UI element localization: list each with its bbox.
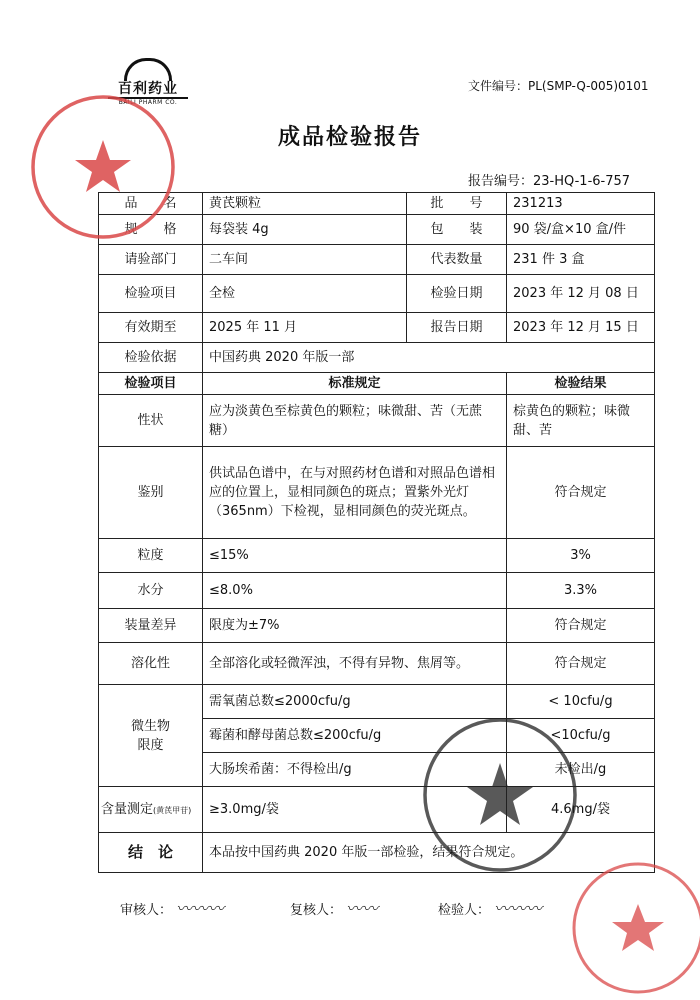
content-standard: ≥3.0mg/袋: [203, 787, 507, 833]
rechecker-signature: [290, 896, 378, 919]
inspection-table: [98, 192, 655, 873]
header-standard: 标准规定: [203, 373, 507, 395]
info-label: 有效期至: [99, 313, 203, 343]
reviewer-signature: [120, 896, 224, 919]
rechecker-label: 复核人：: [290, 903, 343, 918]
test-item: 溶化性: [99, 643, 203, 685]
report-number: 报告编号：23-HQ-1-6-757: [468, 174, 631, 189]
info-value: 每袋装 4g: [203, 215, 407, 245]
info-label: 检验日期: [407, 275, 507, 313]
info-label: 报告日期: [407, 313, 507, 343]
company-logo: [108, 58, 188, 106]
conclusion-label: 结 论: [99, 833, 203, 873]
test-result: 3%: [507, 539, 655, 573]
micro-result: <10cfu/g: [507, 719, 655, 753]
info-value: 90 袋/盒×10 盒/件: [507, 215, 655, 245]
info-label: 批 号: [407, 193, 507, 215]
test-row: [99, 609, 655, 643]
document-number: 文件编号：PL(SMP-Q-005)0101: [468, 79, 649, 93]
micro-result: 未检出/g: [507, 753, 655, 787]
test-standard: ≤15%: [203, 539, 507, 573]
reviewer-handwriting-icon: 〰〰〰: [176, 899, 225, 918]
info-value: 黄芪颗粒: [203, 193, 407, 215]
logo-arch-icon: [124, 58, 172, 81]
micro-standard: 大肠埃希菌：不得检出/g: [203, 753, 507, 787]
logo-name: 百利药业: [108, 81, 188, 99]
test-item: 性状: [99, 395, 203, 447]
micro-row: [99, 685, 655, 719]
inspector-label: 检验人：: [438, 903, 491, 918]
test-row: [99, 539, 655, 573]
basis-row: [99, 343, 655, 373]
basis-value: 中国药典 2020 年版一部: [203, 343, 655, 373]
info-row: [99, 193, 655, 215]
test-standard: 供试品色谱中，在与对照药材色谱和对照品色谱相应的位置上，显相同颜色的斑点；置紫外光灯（365nm）下检视，显相同颜色的荧光斑点。: [203, 447, 507, 539]
report-title: 成品检验报告: [277, 125, 422, 150]
content-item: 含量测定: [101, 801, 154, 817]
micro-standard: 霉菌和酵母菌总数≤200cfu/g: [203, 719, 507, 753]
header-result: 检验结果: [507, 373, 655, 395]
micro-result: < 10cfu/g: [507, 685, 655, 719]
info-row: [99, 275, 655, 313]
test-item: 粒度: [99, 539, 203, 573]
logo-subtitle: BAILI PHARM CO.: [118, 99, 178, 106]
micro-standard: 需氧菌总数≤2000cfu/g: [203, 685, 507, 719]
conclusion-row: [99, 833, 655, 873]
content-row: [99, 787, 655, 833]
info-value: 2023 年 12 月 15 日: [507, 313, 655, 343]
test-standard: 限度为±7%: [203, 609, 507, 643]
inspector-signature: [438, 896, 542, 919]
info-label: 请验部门: [99, 245, 203, 275]
quality-dept-stamp-3: [568, 858, 700, 998]
inspector-handwriting-icon: 〰〰〰: [494, 899, 543, 918]
rechecker-handwriting-icon: 〰〰: [346, 899, 379, 918]
info-label: 检验项目: [99, 275, 203, 313]
test-row: [99, 643, 655, 685]
test-standard: ≤8.0%: [203, 573, 507, 609]
micro-item: 微生物限度: [99, 685, 203, 787]
content-note: (黄芪甲苷): [153, 805, 192, 815]
test-row: [99, 573, 655, 609]
test-row: [99, 395, 655, 447]
info-value: 2023 年 12 月 08 日: [507, 275, 655, 313]
info-row: [99, 215, 655, 245]
test-item: 装量差异: [99, 609, 203, 643]
info-value: 二车间: [203, 245, 407, 275]
info-row: [99, 245, 655, 275]
test-row: [99, 447, 655, 539]
test-result: 符合规定: [507, 643, 655, 685]
test-standard: 应为淡黄色至棕黄色的颗粒；味微甜、苦（无蔗糖）: [203, 395, 507, 447]
info-row: [99, 313, 655, 343]
conclusion-text: 本品按中国药典 2020 年版一部检验，结果符合规定。: [203, 833, 655, 873]
content-item-cell: [99, 787, 203, 833]
test-result: 3.3%: [507, 573, 655, 609]
test-item: 鉴别: [99, 447, 203, 539]
info-value: 231213: [507, 193, 655, 215]
test-result: 符合规定: [507, 609, 655, 643]
info-value: 231 件 3 盒: [507, 245, 655, 275]
basis-label: 检验依据: [99, 343, 203, 373]
test-header-row: [99, 373, 655, 395]
reviewer-label: 审核人：: [120, 903, 173, 918]
header-item: 检验项目: [99, 373, 203, 395]
info-value: 全检: [203, 275, 407, 313]
test-result: 棕黄色的颗粒；味微甜、苦: [507, 395, 655, 447]
info-label: 规 格: [99, 215, 203, 245]
info-value: 2025 年 11 月: [203, 313, 407, 343]
content-result: 4.6mg/袋: [507, 787, 655, 833]
test-item: 水分: [99, 573, 203, 609]
test-standard: 全部溶化或轻微浑浊，不得有异物、焦屑等。: [203, 643, 507, 685]
test-result: 符合规定: [507, 447, 655, 539]
info-label: 品 名: [99, 193, 203, 215]
info-label: 代表数量: [407, 245, 507, 275]
info-label: 包 装: [407, 215, 507, 245]
